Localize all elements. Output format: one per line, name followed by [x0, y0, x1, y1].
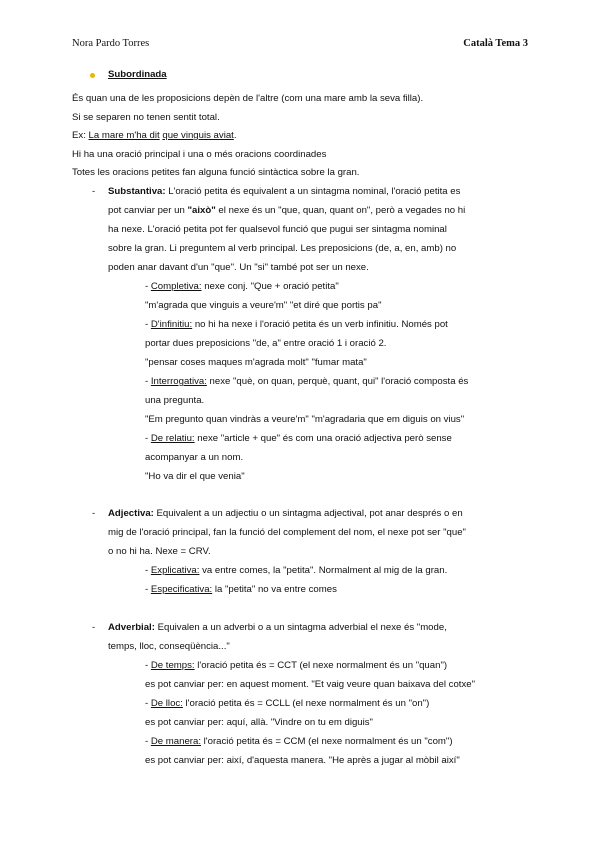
- intro-line-2: Si se separen no tenen sentit total.: [72, 112, 220, 123]
- interrogativa-line-2: una pregunta.: [145, 395, 205, 406]
- completiva-example: "m'agrada que vinguis a veure'm" "et diré que portis pa": [145, 300, 382, 311]
- adjectiva-line-2: mig de l'oració principal, fan la funció del complement del nom, el nexe pot ser "que": [108, 527, 466, 538]
- temps-label: De temps:: [150, 660, 195, 671]
- substantiva-line-2: [108, 205, 465, 217]
- interrogativa-label: Interrogativa:: [150, 376, 207, 387]
- completiva-text: nexe conj. "Que + oració petita": [201, 281, 339, 292]
- explicativa-text: va entre comes, la "petita". Normalment al mig de la gran.: [199, 565, 448, 576]
- infinitiu-text: no hi ha nexe i l'oració petita és un verb infinitiu. Només pot: [192, 319, 448, 330]
- lloc-line: [145, 698, 429, 710]
- substantiva-line-4: sobre la gran. Li preguntem al verb principal. Les preposicions (de, a, en, amb) no: [108, 243, 457, 254]
- completiva-dash: -: [145, 281, 151, 292]
- substantiva-label: Substantiva:: [108, 186, 166, 197]
- intro-line-5: Totes les oracions petites fan alguna funció sintàctica sobre la gran.: [72, 167, 360, 178]
- substantiva-text-1: L'oració petita és equivalent a un sintagma nominal, l'oració petita es: [165, 186, 461, 197]
- intro-example: [72, 130, 237, 142]
- temps-line: [145, 660, 447, 672]
- especificativa-text: la "petita" no va entre comes: [212, 584, 337, 595]
- adverbial-text-1: Equivalen a un adverbi o a un sintagma adverbial el nexe és "mode,: [154, 622, 447, 633]
- relatiu-example: "Ho va dir el que venia": [145, 471, 245, 482]
- manera-dash: -: [145, 736, 151, 747]
- infinitiu-dash: -: [145, 319, 151, 330]
- interrogativa-example: "Em pregunto quan vindràs a veure'm" "m'agradaria que em diguis on vius": [145, 414, 465, 425]
- completiva-line: [145, 281, 339, 293]
- especificativa-dash: -: [145, 584, 151, 595]
- dash-substantiva: -: [92, 186, 96, 197]
- intro-line-1: És quan una de les proposicions depèn de l'altre (com una mare amb la seva filla).: [72, 93, 424, 104]
- relatiu-label: De relatiu:: [150, 433, 195, 444]
- interrogativa-dash: -: [145, 376, 151, 387]
- temps-text: l'oració petita és = CCT (el nexe normalment és un "quan"): [194, 660, 448, 671]
- especificativa-line: [145, 584, 337, 596]
- completiva-label: Completiva:: [150, 281, 202, 292]
- infinitiu-line: [145, 319, 448, 331]
- relatiu-text: nexe "article + que" és com una oració adjectiva però sense: [194, 433, 452, 444]
- substantiva-line-5: poden anar davant d'un "que". Un "si" també pot ser un nexe.: [108, 262, 369, 273]
- relatiu-dash: -: [145, 433, 151, 444]
- infinitiu-example: "pensar coses maques m'agrada molt" "fumar mata": [145, 357, 367, 368]
- header-author: Nora Pardo Torres: [72, 38, 150, 49]
- relatiu-line-2: acompanyar a un nom.: [145, 452, 244, 463]
- dash-adverbial: -: [92, 622, 96, 633]
- adverbial-line-2: temps, lloc, conseqüència...": [108, 641, 230, 652]
- section-title: Subordinada: [108, 69, 167, 80]
- explicativa-line: [145, 565, 447, 577]
- lloc-dash: -: [145, 698, 151, 709]
- temps-line-2: es pot canviar per: en aquest moment. "Et vaig veure quan baixava del cotxe": [145, 679, 475, 690]
- adjectiva-label: Adjectiva:: [108, 508, 154, 519]
- adjectiva-text-1: Equivalent a un adjectiu o un sintagma adjectival, pot anar després o en: [153, 508, 463, 519]
- adjectiva-line-3: o no hi ha. Nexe = CRV.: [108, 546, 211, 557]
- lloc-text: l'oració petita és = CCLL (el nexe normalment és un "on"): [182, 698, 430, 709]
- infinitiu-line-2: portar dues preposicions "de, a" entre oració 1 i oració 2.: [145, 338, 387, 349]
- example-prefix: Ex:: [72, 130, 89, 141]
- manera-line: [145, 736, 453, 748]
- example-dot: .: [233, 130, 237, 141]
- manera-label: De manera:: [150, 736, 201, 747]
- relatiu-line: [145, 433, 452, 445]
- adjectiva-line-1: [108, 508, 463, 520]
- explicativa-label: Explicativa:: [150, 565, 200, 576]
- manera-line-2: es pot canviar per: així, d'aquesta manera. "He après a jugar al mòbil així": [145, 755, 460, 766]
- header-subject: Català Tema 3: [463, 38, 528, 49]
- dash-adjectiva: -: [92, 508, 96, 519]
- bullet-dot-icon: [90, 73, 95, 78]
- infinitiu-label: D'infinitiu:: [150, 319, 193, 330]
- lloc-label: De lloc:: [150, 698, 183, 709]
- adverbial-label: Adverbial:: [108, 622, 155, 633]
- example-sub: que vinguis aviat: [162, 130, 234, 141]
- substantiva-line-3: ha nexe. L'oració petita pot fer qualsevol funció que pugui ser sintagma nominal: [108, 224, 447, 235]
- substantiva-line-1: [108, 186, 460, 198]
- substantiva-text-2a: pot canviar per un: [108, 205, 188, 216]
- temps-dash: -: [145, 660, 151, 671]
- lloc-line-2: es pot canviar per: aquí, allà. "Vindre on tu em diguis": [145, 717, 373, 728]
- interrogativa-text: nexe "què, on quan, perquè, quant, qui" l'oració composta és: [206, 376, 469, 387]
- substantiva-text-2c: el nexe és un "que, quan, quant on", però a vegades no hi: [215, 205, 466, 216]
- explicativa-dash: -: [145, 565, 151, 576]
- substantiva-text-2b: "això": [187, 205, 216, 216]
- example-main: La mare m'ha dit: [88, 130, 160, 141]
- adverbial-line-1: [108, 622, 447, 634]
- intro-line-4: Hi ha una oració principal i una o més oracions coordinades: [72, 149, 327, 160]
- interrogativa-line: [145, 376, 468, 388]
- especificativa-label: Especificativa:: [150, 584, 213, 595]
- manera-text: l'oració petita és = CCM (el nexe normalment és un "com"): [201, 736, 453, 747]
